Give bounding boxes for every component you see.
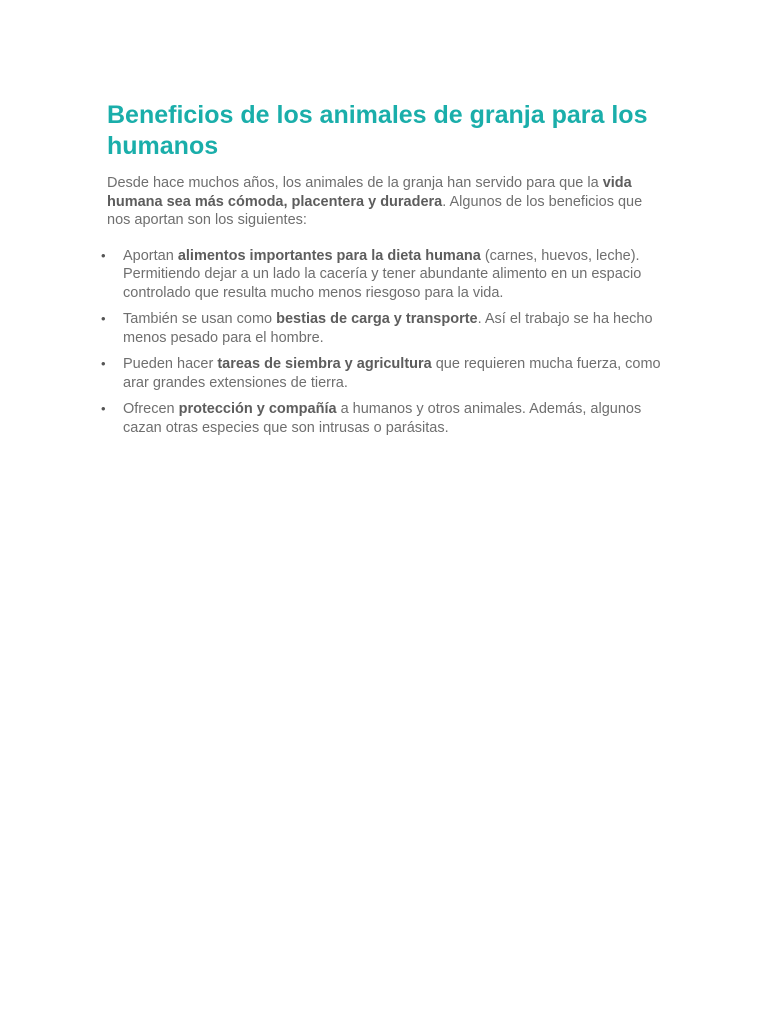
list-item xyxy=(101,247,667,303)
item-text-before: Aportan xyxy=(123,247,178,264)
item-text-bold: tareas de siembra y agricultura xyxy=(217,356,432,372)
item-text-before: Pueden hacer xyxy=(123,356,218,372)
article xyxy=(101,100,667,445)
item-text-before: También se usan como xyxy=(123,311,277,327)
bullet-icon: • xyxy=(101,356,106,371)
intro-text-before: Desde hace muchos años, los animales de la granja han servido para que la xyxy=(107,175,603,191)
bullet-icon: • xyxy=(101,311,106,326)
bullet-icon: • xyxy=(101,247,106,263)
item-text-bold: protección y compañía xyxy=(178,401,337,417)
list-item xyxy=(101,310,667,347)
list-item xyxy=(101,355,667,392)
item-text-bold: alimentos importantes para la dieta humana xyxy=(177,247,481,264)
item-text-before: Ofrecen xyxy=(123,401,179,417)
benefits-list xyxy=(101,247,667,438)
item-text-bold: bestias de carga y transporte xyxy=(276,311,478,327)
item-text-after: a humanos y otros animales. Además, algunos cazan otras especies que son intrusas o parásitas. xyxy=(123,401,642,436)
item-text-after: (carnes, huevos, leche). Permitiendo dejar a un lado la cacería y tener abundante alimento en un espacio controlado que resulta mucho menos riesgoso para la vida. xyxy=(123,247,642,301)
list-item xyxy=(101,400,667,437)
intro-text-after: . Algunos de los beneficios que nos aportan son los siguientes: xyxy=(107,193,643,228)
bullet-icon: • xyxy=(101,401,106,416)
item-text-after: que requieren mucha fuerza, como arar grandes extensiones de tierra. xyxy=(123,356,661,391)
intro-text-bold: vida humana sea más cómoda, placentera y duradera xyxy=(107,175,632,210)
intro-paragraph xyxy=(107,174,667,230)
item-text-after: . Así el trabajo se ha hecho menos pesado para el hombre. xyxy=(123,311,653,346)
article-title: Beneficios de los animales de granja para los humanos xyxy=(107,101,648,160)
